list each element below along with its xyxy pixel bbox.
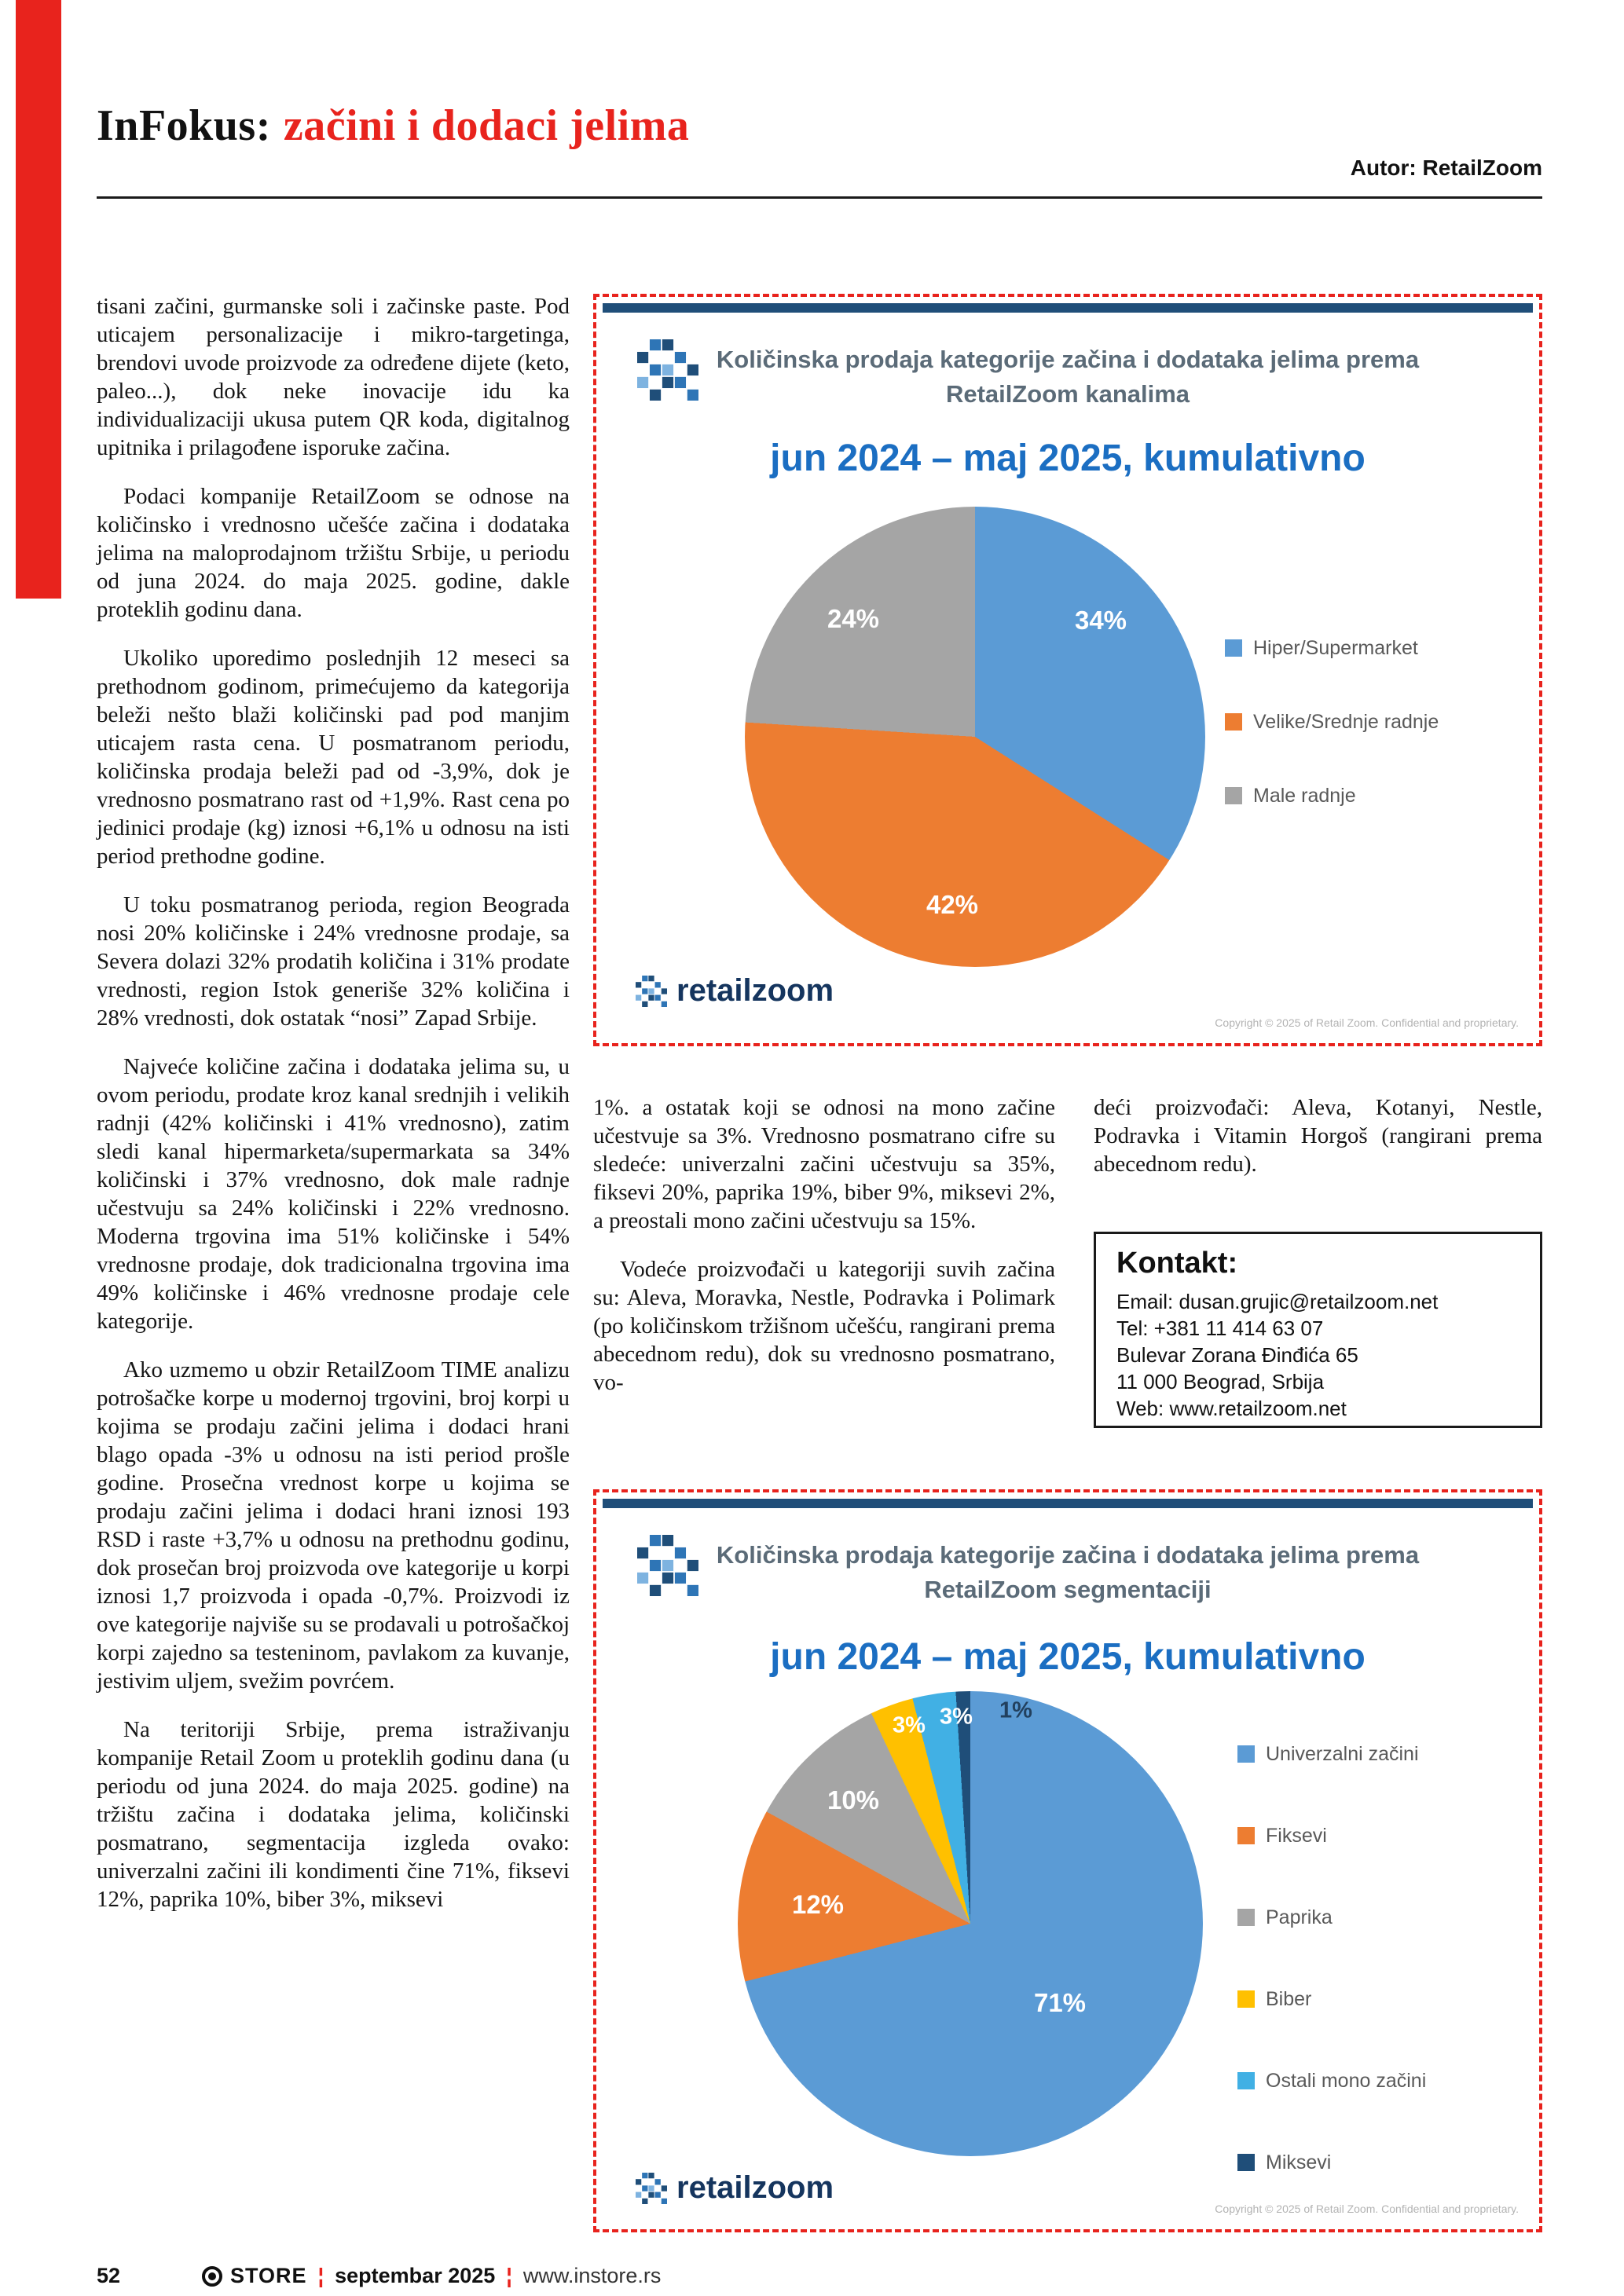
- legend-label: Velike/Srednje radnje: [1253, 710, 1439, 733]
- contact-phone: Tel: +381 11 414 63 07: [1116, 1316, 1324, 1340]
- pie-chart-segmentacija: [738, 1691, 1203, 2156]
- legend-swatch: [1225, 713, 1242, 731]
- legend-swatch: [1237, 2154, 1255, 2171]
- pie-slice-label: 1%: [999, 1697, 1032, 1723]
- legend-swatch: [1225, 639, 1242, 657]
- paragraph: Na teritoriji Srbije, prema istraživanju kompanije Retail Zoom u proteklih godinu dana (u periodu od juna 2024. do maja 2025. godine) na tržištu začina i dodataka jelima, količinski posmatrano, segmentacija izgleda ovako: univerzalni začini ili kondimenti čine 71%, fiksevi 12%, paprika 10%, biber 3%, miksevi: [97, 1717, 570, 1912]
- legend-swatch: [1237, 1827, 1255, 1844]
- article-topic: začini i dodaci jelima: [283, 101, 690, 150]
- contact-email: Email: dusan.grujic@retailzoom.net: [1116, 1290, 1439, 1313]
- legend-swatch: [1237, 1909, 1255, 1926]
- legend-label: Male radnje: [1253, 784, 1356, 807]
- legend-item: [1237, 2069, 1426, 2093]
- chart-title: Količinska prodaja kategorije začina i dodataka jelima prema RetailZoom segmentaciji: [716, 1541, 1420, 1604]
- pie-slice-label: 12%: [791, 1890, 845, 1919]
- article-column-2: [593, 1093, 1055, 1417]
- pie-slice-label: 10%: [827, 1785, 880, 1814]
- pie-slice-label: 3%: [893, 1712, 926, 1738]
- paragraph: tisani začini, gurmanske soli i začinske paste. Pod uticajem personalizacije i mikro-targetinga, brendovi uvode proizvode za određene dijete (keto, paleo...), dok neke inovacije idu ka individualizaciji ukusa putem QR koda, digitalnog upitnika i prilagođene isporuke začina.: [97, 294, 570, 460]
- paragraph: U toku posmatranog perioda, region Beograda nosi 20% količinske i 24% vrednosne prodaje, sa Severa dolazi 32% prodatih količina i 31% prodate vrednosti, region Istok generiše 32% količina i 28% vrednosti, dok ostatak “nosi” Zapad Srbije.: [97, 892, 570, 1031]
- pie-slice-label: 71%: [1033, 1988, 1087, 2017]
- store-brand: STORE: [230, 2264, 307, 2287]
- paragraph: Najveće količine začina i dodataka jelima su, u ovom periodu, prodate kroz kanal srednjih i velikih radnji (42% količinski i 41% vrednosno), zatim sledi kanal hipermarketa/supermarkata sa 34% količinski i 37% vrednosno, dok male radnje učestvuju sa 24% količinski i 22% vrednosno. Moderna trgovina ima 51% količinske i 54% vrednosne prodaje, dok tradicionalna trgovina ima 49% količinske i 46% vrednosne prodaje cele kategorije.: [97, 1054, 570, 1334]
- legend-swatch: [1237, 1990, 1255, 2008]
- legend-swatch: [1237, 2072, 1255, 2089]
- retailzoom-pixel-icon: [636, 2173, 667, 2204]
- contact-box: [1094, 1232, 1542, 1428]
- paragraph: Podaci kompanije RetailZoom se odnose na količinsko i vrednosno učešće začina i dodataka jelima na maloprodajnom tržištu Srbije, u periodu od juna 2024. do maja 2025. godine, dakle proteklih godinu dana.: [97, 484, 570, 622]
- contact-web: Web: www.retailzoom.net: [1116, 1397, 1347, 1420]
- paragraph: deći proizvođači: Aleva, Kotanyi, Nestle, Podravka i Vitamin Horgoš (rangirani prema abecednom redu).: [1094, 1095, 1542, 1177]
- legend-item: [1237, 1824, 1426, 1847]
- legend-item: [1237, 1987, 1426, 2011]
- retailzoom-logo-text: retailzoom: [676, 973, 834, 1008]
- pie-slice-label: 42%: [926, 890, 979, 919]
- legend-item: [1237, 1906, 1426, 1929]
- page-title: [97, 101, 689, 151]
- legend-swatch: [1237, 1745, 1255, 1763]
- legend-label: Univerzalni začini: [1266, 1742, 1419, 1765]
- retailzoom-logo: [636, 973, 834, 1009]
- legend-label: Paprika: [1266, 1906, 1333, 1928]
- chart-top-rule: [603, 1499, 1533, 1508]
- retailzoom-logo: [636, 2170, 834, 2206]
- pie-slice-label: 24%: [827, 604, 880, 633]
- pie-slice-label: 34%: [1074, 606, 1127, 635]
- legend-label: Ostali mono začini: [1266, 2069, 1427, 2092]
- pie-slice-label: 3%: [940, 1704, 973, 1730]
- legend-item: [1237, 2151, 1426, 2174]
- legend-label: Miksevi: [1266, 2151, 1332, 2173]
- legend-item: [1237, 1742, 1426, 1766]
- contact-address: Bulevar Zorana Đinđića 65: [1116, 1343, 1358, 1367]
- retailzoom-pixel-icon: [637, 339, 698, 401]
- legend-item: [1225, 636, 1439, 660]
- article-column-3: [1094, 1093, 1542, 1199]
- paragraph: Ako uzmemo u obzir RetailZoom TIME analizu potrošačke korpe u modernoj trgovini, broj korpi u kojima se prodaju začini jelima i dodaci hrani blago opada -3% u odnosu na isti period prošle godine. Prosečna vrednost korpe u kojima se prodaju začini jelima i dodaci hrani iznosi 193 RSD i raste +3,7% u odnosu na prethodnu godinu, dok prosečan broj proizvoda ove kategorije u korpi iznosi 1,7 proizvoda i opada -0,7%. Proizvodi iz ove kategorije najviše su se prodavali u potrošačkoj korpi zajedno sa testeninom, pavlakom za kuvanje, jestivim uljem, svežim povrćem.: [97, 1357, 570, 1694]
- contact-heading: Kontakt:: [1116, 1247, 1238, 1280]
- footer: [97, 2264, 661, 2288]
- chart-top-rule: [603, 303, 1533, 313]
- footer-separator: ¦: [317, 2264, 324, 2287]
- store-logo-icon: [202, 2266, 222, 2287]
- legend-item: [1225, 784, 1439, 807]
- paragraph: Vodeće proizvođači u kategoriji suvih začina su: Aleva, Moravka, Nestle, Podravka i Polimark (po količinskom tržišnom učešću, rangirani prema abecednom redu), dok su vrednosno posmatrano, vo-: [593, 1257, 1055, 1395]
- section-label: InFokus:: [97, 101, 271, 150]
- paragraph: 1%. a ostatak koji se odnosi na mono začine učestvuje sa 3%. Vrednosno posmatrano cifre su sledeće: univerzalni začini učestvuju sa 35%, fiksevi 20%, paprika 19%, biber 9%, miksevi 2%, a preostali mono začini učestvuju sa 15%.: [593, 1095, 1055, 1233]
- chart-legend: [1225, 636, 1439, 858]
- page-number: 52: [97, 2264, 121, 2287]
- legend-label: Hiper/Supermarket: [1253, 636, 1418, 659]
- chart-copyright: Copyright © 2025 of Retail Zoom. Confidential and proprietary.: [1215, 2203, 1519, 2215]
- footer-separator: ¦: [506, 2264, 512, 2287]
- contact-city: 11 000 Beograd, Srbija: [1116, 1370, 1325, 1393]
- chart-subtitle: jun 2024 – maj 2025, kumulativno: [770, 1636, 1366, 1678]
- chart-subtitle: jun 2024 – maj 2025, kumulativno: [770, 438, 1366, 479]
- red-accent-bar: [16, 0, 61, 599]
- retailzoom-pixel-icon: [637, 1535, 698, 1596]
- legend-swatch: [1225, 787, 1242, 804]
- chart-title: Količinska prodaja kategorije začina i dodataka jelima prema RetailZoom kanalima: [716, 346, 1420, 408]
- chart-segmentacija: [593, 1489, 1542, 2232]
- retailzoom-logo-text: retailzoom: [676, 2170, 834, 2205]
- header-rule: [97, 196, 1542, 199]
- retailzoom-pixel-icon: [636, 976, 667, 1007]
- author-credit: Autor: RetailZoom: [1350, 156, 1542, 180]
- legend-label: Fiksevi: [1266, 1824, 1327, 1847]
- article-column-1: [97, 292, 570, 1934]
- issue-date: septembar 2025: [335, 2264, 496, 2287]
- chart-legend: [1237, 1742, 1426, 2232]
- chart-copyright: Copyright © 2025 of Retail Zoom. Confidential and proprietary.: [1215, 1016, 1519, 1029]
- chart-kanali: [593, 294, 1542, 1046]
- legend-label: Biber: [1266, 1987, 1312, 2010]
- paragraph: Ukoliko uporedimo poslednjih 12 meseci sa prethodnom godinom, primećujemo da kategorija beleži nešto blaži količinski pad pod manjim uticajem rasta cena. U posmatranom periodu, količinska prodaja beleži pad od -3,9%, dok je vrednosno posmatrano rast od +1,9%. Rast cena po jedinici prodaje (kg) iznosi +6,1% u odnosu na isti period prethodne godine.: [97, 646, 570, 869]
- website-link: www.instore.rs: [522, 2264, 662, 2287]
- legend-item: [1225, 710, 1439, 734]
